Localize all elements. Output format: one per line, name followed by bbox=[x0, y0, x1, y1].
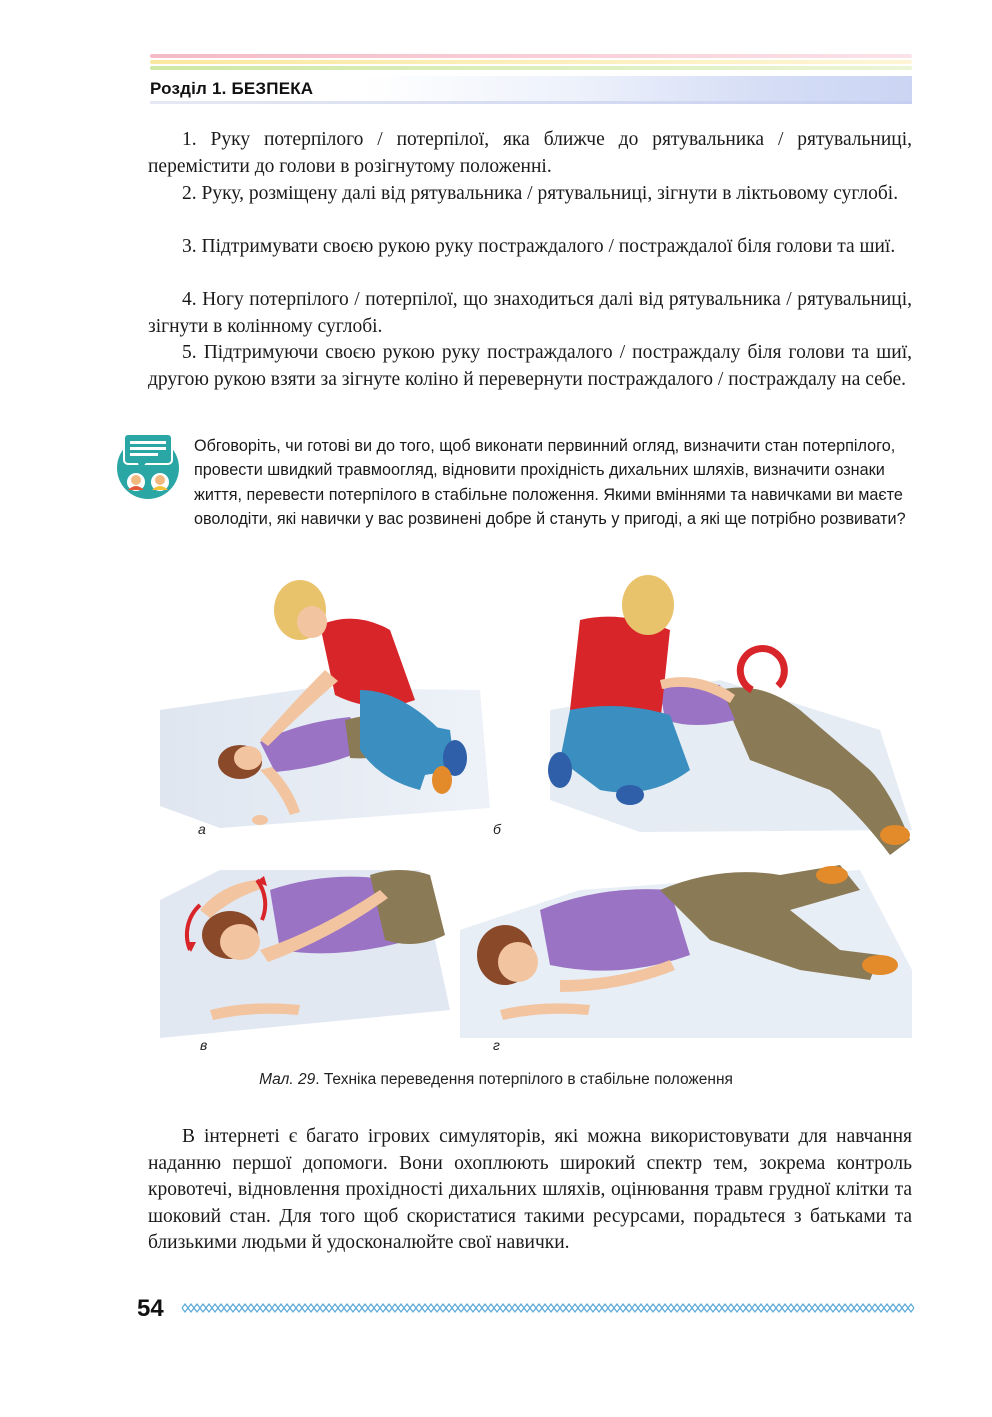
stripe-yellow bbox=[150, 60, 912, 64]
discussion-icon bbox=[114, 432, 182, 500]
panel-label-d: г bbox=[493, 1037, 500, 1053]
step-4: 4. Ногу потерпілого / потерпілої, що знаходиться далі від рятувальника / рятувальниці, зігнути в колінному суглобі. bbox=[148, 289, 912, 337]
step-5: 5. Підтримуючи своєю рукою руку постраждалого / постраждалу біля голови та шиї, другою рукою взяти за зігнуте коліно й перевернути постраждалого / постраждалу на себе. bbox=[148, 342, 912, 390]
step-1: 1. Руку потерпілого / потерпілої, яка ближче до рятувальника / рятувальниці, перемістити до голови в розігнутому положенні. bbox=[148, 129, 912, 177]
closing-paragraph: В інтернеті є багато ігрових симуляторів, які можна використовувати для навчання наданню першої допомоги. Вони охоплюють широкий спектр тем, зокрема контроль кровотечі, відновлення прохідності дихальних шляхів, оцінювання травм грудної клітки та шоковий стан. Для того щоб скористатися такими ресурсами, порадьтеся з батьками та близькими людьми й удосконалюйте свої навички. bbox=[148, 1126, 912, 1253]
stripe-green bbox=[150, 66, 912, 70]
page-number: 54 bbox=[137, 1295, 164, 1322]
step-2: 2. Руку, розміщену далі від рятувальника / рятувальниці, зігнути в ліктьовому суглобі. bbox=[182, 183, 899, 204]
panel-a-illustration bbox=[160, 580, 490, 828]
stripe-pink bbox=[150, 54, 912, 58]
panel-label-a: а bbox=[198, 821, 206, 837]
panel-label-b: б bbox=[493, 821, 501, 837]
panel-label-c: в bbox=[200, 1037, 208, 1053]
footer-zigzag-ornament bbox=[182, 1301, 912, 1315]
figure-caption-label: Мал. 29 bbox=[259, 1071, 316, 1088]
section-title: Розділ 1. БЕЗПЕКА bbox=[150, 79, 314, 98]
panel-d-illustration bbox=[460, 865, 912, 1038]
header-decor-stripes bbox=[150, 54, 912, 78]
step-3: 3. Підтримувати своєю рукою руку постраждалого / постраждалої біля голови та шиї. bbox=[182, 236, 896, 257]
figure-caption bbox=[0, 1071, 992, 1089]
panel-c-illustration bbox=[160, 870, 450, 1038]
panel-b-illustration bbox=[548, 575, 912, 855]
figure-caption-text: . Техніка переведення потерпілого в стабільне положення bbox=[315, 1071, 733, 1088]
figure-recovery-position bbox=[160, 570, 912, 1053]
discussion-text: Обговоріть, чи готові ви до того, щоб виконати первинний огляд, визначити стан потерпілого, провести швидкий травмоогляд, відновити прохідність дихальних шляхів, визначити ознаки життя, перевести потерпілого в стабільне положення. Якими вміннями та навичками ви маєте оволодіти, які навички у вас розвинені добре й стануть у пригоді, а які ще потрібно розвивати? bbox=[194, 437, 906, 528]
